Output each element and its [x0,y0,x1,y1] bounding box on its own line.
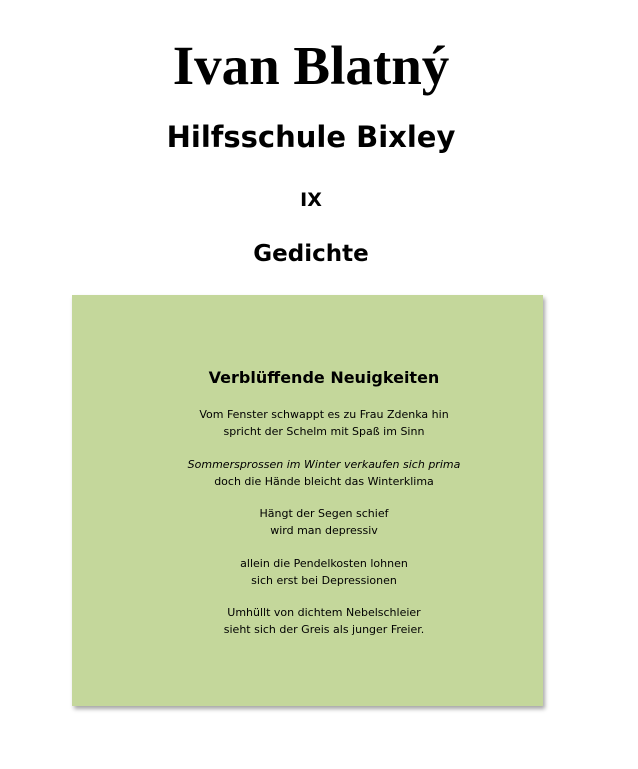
poem-card [72,295,543,706]
stanza-5 [72,604,576,638]
poem-body [72,406,576,654]
poem-line: allein die Pendelkosten lohnen [240,556,408,570]
poem-line: Umhüllt von dichtem Nebelschleier [227,606,421,619]
poem-title: Verblüffende Neuigkeiten [208,368,440,387]
poem-line: doch die Hände bleicht das Winterklima [214,474,434,488]
genre-label: Gedichte [253,241,369,267]
stanza-1 [72,406,576,440]
poem-line: Hängt der Segen schief [259,507,389,520]
stanza-4 [72,555,576,589]
poem-line: sich erst bei Depressionen [251,573,397,587]
poem-line: spricht der Schelm mit Spaß im Sinn [223,425,425,438]
stanza-3 [72,505,576,539]
stanza-2 [72,456,576,490]
author-name: Ivan Blatný [172,35,450,96]
poem-line: sieht sich der Greis als junger Freier. [223,623,425,636]
poem-line: wird man depressiv [270,524,378,537]
poem-line-italic: Sommersprossen im Winter verkaufen sich prima [187,457,461,471]
volume-number: IX [300,189,322,211]
poem-line: Vom Fenster schwappt es zu Frau Zdenka hin [199,408,449,421]
book-title: Hilfsschule Bixley [166,120,456,154]
